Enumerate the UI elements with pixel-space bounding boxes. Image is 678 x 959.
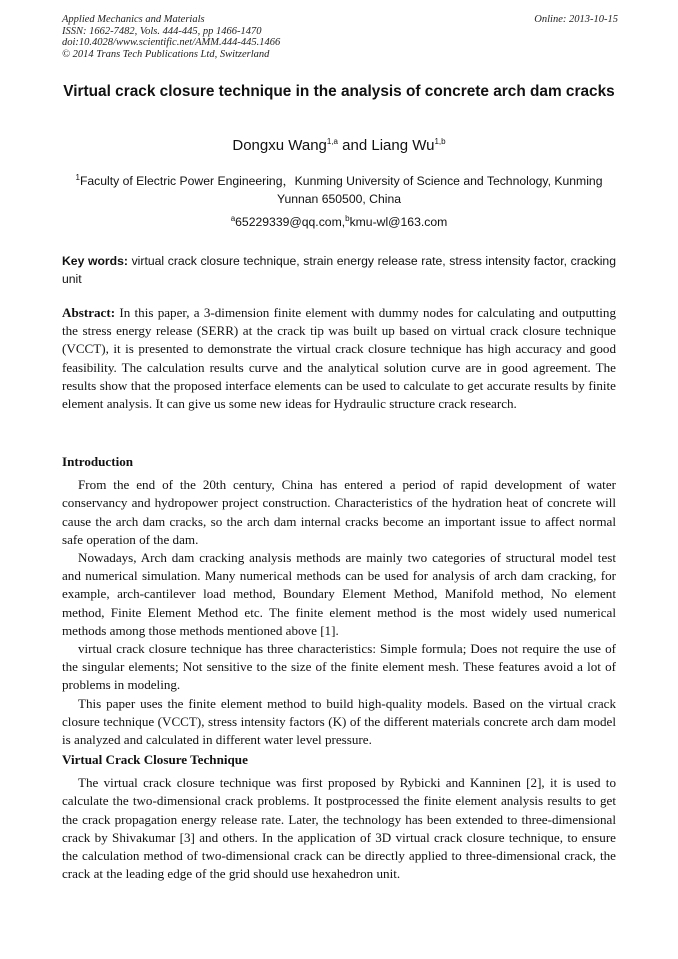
email-b: kmu-wl@163.com	[349, 215, 448, 229]
affiliation-superscript: 1	[75, 172, 80, 182]
author-line	[62, 136, 616, 156]
copyright-line: © 2014 Trans Tech Publications Ltd, Switzerland	[62, 48, 270, 60]
abstract-label: Abstract:	[62, 305, 116, 320]
intro-paragraph: virtual crack closure technique has three characteristics: Simple formula; Does not require the use of the singular elements; Not sensitive to the size of the finite element mesh. These features avoid a lot of problems in modeling.	[62, 641, 616, 693]
affiliation	[62, 172, 616, 208]
doi-line: doi:10.4028/www.scientific.net/AMM.444-445.1466	[62, 37, 281, 49]
author-2-name: Liang Wu	[371, 137, 435, 154]
journal-name: Applied Mechanics and Materials	[62, 14, 205, 25]
author-2-superscript: 1,b	[434, 137, 446, 146]
keywords-label: Key words:	[62, 254, 128, 268]
email-b-superscript: b	[345, 213, 350, 223]
keywords-text: virtual crack closure technique, strain energy release rate, stress intensity factor, cracking unit	[62, 254, 616, 286]
abstract-text: In this paper, a 3-dimension finite element with dummy nodes for calculating and outputting the stress energy release (SERR) at the crack tip was built up based on virtual crack closure technique (VCCT), it is presented to demonstrate the virtual crack closure technique has high accuracy and good feasibility. The calculation results curve and the analytical solution curve are in good agreement. The results show that the proposed interface elements can be used to calculate to get accurate results by finite element analysis. It can give us some new ideas for Hydraulic structure crack research.	[62, 305, 616, 412]
journal-header	[62, 14, 618, 60]
vcct-section	[62, 751, 616, 883]
email-a-superscript: a	[230, 213, 236, 223]
abstract-block	[62, 304, 616, 413]
intro-paragraph: Nowadays, Arch dam cracking analysis methods are mainly two categories of structural model test and numerical simulation. Many numerical methods can be used for analysis of arch dam cracking, for example, arch-cantilever load method, Boundary Element Method, Manifold method, No element method, Finite Element Method etc. The finite element method is the most widely used numerical methods among those methods mentioned above [1].	[62, 550, 616, 638]
paper-title: Virtual crack closure technique in the analysis of concrete arch dam cracks	[63, 83, 615, 100]
affiliation-text: Faculty of Electric Power Engineering，Kunming University of Science and Technology, Kunming Yunnan 650500, China	[79, 174, 603, 206]
author-conjunction: and	[338, 137, 372, 154]
intro-paragraph: From the end of the 20th century, China has entered a period of rapid development of water conservancy and hydropower project construction. Characteristics of the hydration heat of concrete will cause the arch dam cracks, so the arch dam internal cracks become an important issue to affect normal safe operation of the dam.	[62, 477, 616, 547]
online-date: Online: 2013-10-15	[534, 14, 618, 25]
keywords-block	[62, 252, 616, 288]
intro-paragraph: This paper uses the finite element method to build high-quality models. Based on the virtual crack closure technique (VCCT), stress intensity factors (K) of the different materials concrete arch dam model is analyzed and calculated in different water level pressure.	[62, 695, 616, 748]
issn-line: ISSN: 1662-7482, Vols. 444-445, pp 1466-1470	[62, 25, 262, 37]
introduction-section	[62, 453, 616, 749]
author-1-name: Dongxu Wang	[232, 137, 327, 154]
vcct-paragraph: The virtual crack closure technique was first proposed by Rybicki and Kanninen [2], it is used to calculate the two-dimensional crack problems. It postprocessed the finite element analysis results to get the crack propagation energy release rate. Later, the technology has been extended to three-dimensional crack by Shivakumar [3] and others. In the application of 3D virtual crack closure technique, to ensure the calculation method of two-dimensional crack can be directly applied to three-dimensional crack, the crack at the leading edge of the grid should use hexahedron unit.	[62, 775, 616, 882]
email-line	[62, 213, 616, 231]
vcct-heading: Virtual Crack Closure Technique	[62, 752, 248, 767]
author-1-superscript: 1,a	[326, 137, 338, 146]
email-a: 65229339@qq.com,	[235, 215, 346, 229]
introduction-heading: Introduction	[62, 454, 134, 469]
